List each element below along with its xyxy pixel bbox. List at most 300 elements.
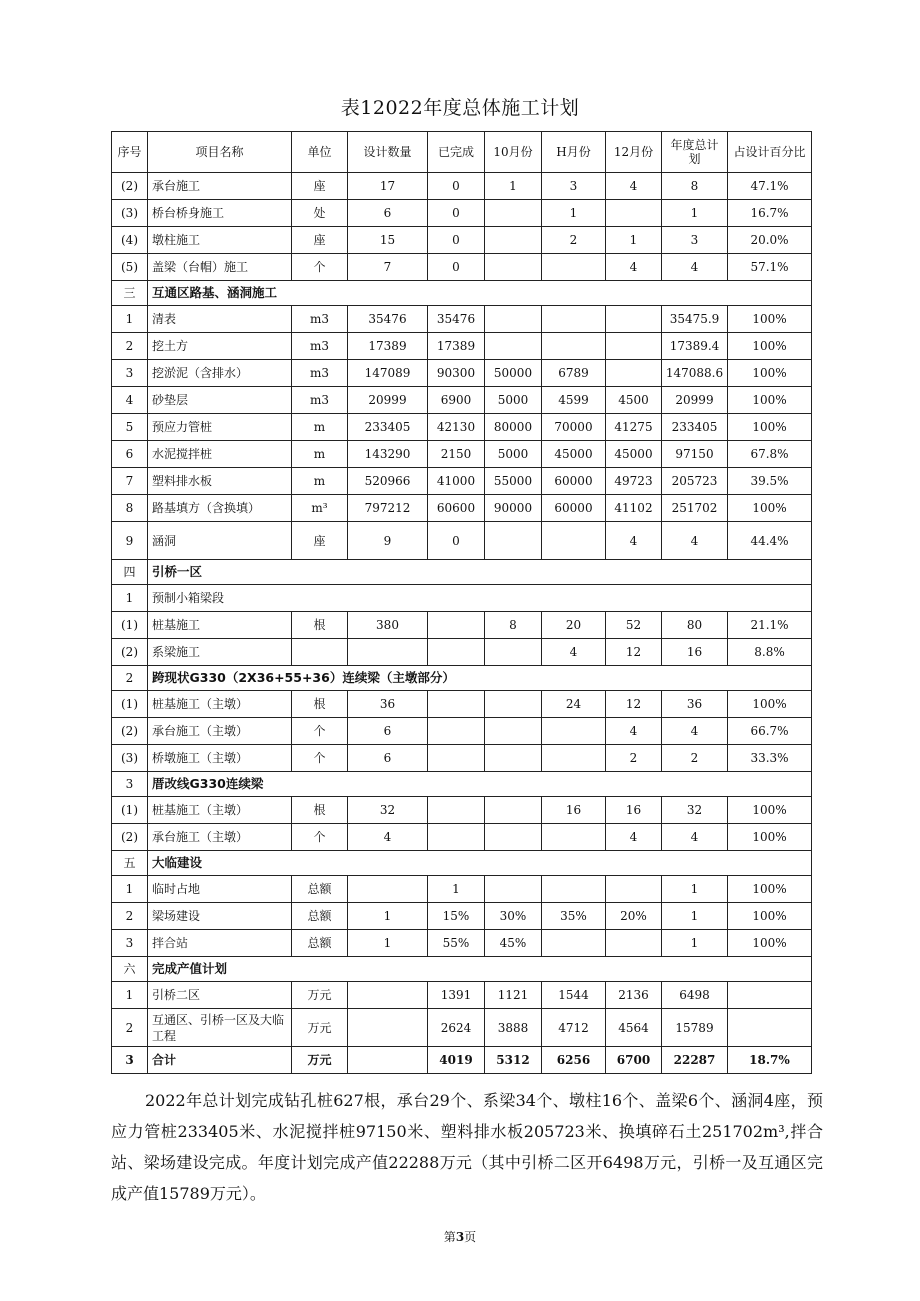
annual-total-cell: 35475.9: [662, 306, 728, 333]
completed-cell: 15%: [428, 903, 485, 930]
header-dec-cell: 12月份: [606, 132, 662, 173]
page-footer: [0, 1228, 920, 1245]
seq-cell: 4: [112, 387, 148, 414]
seq-cell: (2): [112, 173, 148, 200]
nov-cell: 24: [542, 691, 606, 718]
section-number: 六: [112, 957, 148, 982]
unit-cell: m: [292, 468, 348, 495]
percent-cell: 44.4%: [728, 522, 812, 560]
seq-cell: 2: [112, 903, 148, 930]
completed-cell: 17389: [428, 333, 485, 360]
oct-cell: 3888: [485, 1009, 542, 1047]
seq-cell: 8: [112, 495, 148, 522]
completed-cell: 0: [428, 522, 485, 560]
unit-cell: m3: [292, 306, 348, 333]
completed-cell: [428, 824, 485, 851]
dec-cell: [606, 930, 662, 957]
nov-cell: [542, 718, 606, 745]
oct-cell: [485, 306, 542, 333]
unit-cell: 总额: [292, 930, 348, 957]
unit-cell: 座: [292, 173, 348, 200]
annual-total-cell: 36: [662, 691, 728, 718]
oct-cell: [485, 876, 542, 903]
nov-cell: 6789: [542, 360, 606, 387]
table-row: [112, 306, 812, 333]
unit-cell: 总额: [292, 903, 348, 930]
design-qty-cell: 797212: [348, 495, 428, 522]
seq-cell: 3: [112, 1047, 148, 1074]
dec-cell: [606, 306, 662, 333]
item-name-cell: 承台施工（主墩）: [148, 824, 292, 851]
oct-cell: [485, 797, 542, 824]
unit-cell: 个: [292, 824, 348, 851]
oct-cell: [485, 824, 542, 851]
header-design-qty-cell: 设计数量: [348, 132, 428, 173]
percent-cell: 100%: [728, 333, 812, 360]
design-qty-cell: 9: [348, 522, 428, 560]
annual-total-cell: 4: [662, 254, 728, 281]
completed-cell: 0: [428, 173, 485, 200]
table-title: 表12022年度总体施工计划: [340, 97, 580, 119]
design-qty-cell: 32: [348, 797, 428, 824]
table-row: [112, 173, 812, 200]
design-qty-cell: 17389: [348, 333, 428, 360]
header-annual-total-cell: 年度总计划: [662, 132, 728, 173]
oct-cell: [485, 639, 542, 666]
design-qty-cell: [348, 982, 428, 1009]
design-qty-cell: 1: [348, 930, 428, 957]
completed-cell: 2150: [428, 441, 485, 468]
percent-cell: 39.5%: [728, 468, 812, 495]
nov-cell: [542, 254, 606, 281]
completed-cell: 2624: [428, 1009, 485, 1047]
annual-total-cell: 4: [662, 824, 728, 851]
percent-cell: 100%: [728, 360, 812, 387]
oct-cell: [485, 691, 542, 718]
seq-cell: (1): [112, 797, 148, 824]
design-qty-cell: 6: [348, 718, 428, 745]
table-row: [112, 797, 812, 824]
table-row: [112, 982, 812, 1009]
completed-cell: 55%: [428, 930, 485, 957]
oct-cell: 30%: [485, 903, 542, 930]
unit-cell: m: [292, 441, 348, 468]
seq-cell: 1: [112, 306, 148, 333]
seq-cell: 3: [112, 930, 148, 957]
seq-cell: 7: [112, 468, 148, 495]
design-qty-cell: 143290: [348, 441, 428, 468]
annual-total-cell: 17389.4: [662, 333, 728, 360]
design-qty-cell: [348, 876, 428, 903]
table-row: [112, 495, 812, 522]
item-name-cell: 临时占地: [148, 876, 292, 903]
percent-cell: 100%: [728, 306, 812, 333]
oct-cell: 8: [485, 612, 542, 639]
annual-total-cell: 251702: [662, 495, 728, 522]
dec-cell: 52: [606, 612, 662, 639]
nov-cell: [542, 930, 606, 957]
section-number: 五: [112, 851, 148, 876]
subsection-title: 预制小箱梁段: [148, 585, 812, 612]
dec-cell: 4500: [606, 387, 662, 414]
percent-cell: 100%: [728, 903, 812, 930]
header-seq-cell: 序号: [112, 132, 148, 173]
nov-cell: [542, 333, 606, 360]
design-qty-cell: 1: [348, 903, 428, 930]
section-row: [112, 957, 812, 982]
nov-cell: 2: [542, 227, 606, 254]
percent-cell: 21.1%: [728, 612, 812, 639]
design-qty-cell: 520966: [348, 468, 428, 495]
seq-cell: 1: [112, 982, 148, 1009]
annual-total-cell: 2: [662, 745, 728, 772]
item-name-cell: 路基填方（含换填）: [148, 495, 292, 522]
table-row: [112, 930, 812, 957]
percent-cell: 100%: [728, 824, 812, 851]
header-item-name-cell: 项目名称: [148, 132, 292, 173]
unit-cell: 根: [292, 797, 348, 824]
annual-total-cell: 1: [662, 200, 728, 227]
dec-cell: 12: [606, 639, 662, 666]
section-title: 跨现状G330（2X36+55+36）连续梁（主墩部分）: [148, 666, 812, 691]
seq-cell: (3): [112, 745, 148, 772]
percent-cell: 16.7%: [728, 200, 812, 227]
annual-total-cell: 22287: [662, 1047, 728, 1074]
table-row: [112, 876, 812, 903]
completed-cell: [428, 797, 485, 824]
unit-cell: 根: [292, 691, 348, 718]
annual-total-cell: 15789: [662, 1009, 728, 1047]
design-qty-cell: 17: [348, 173, 428, 200]
item-name-cell: 盖梁（台帽）施工: [148, 254, 292, 281]
completed-cell: [428, 718, 485, 745]
section-number: 3: [112, 772, 148, 797]
table-row: [112, 718, 812, 745]
unit-cell: 个: [292, 718, 348, 745]
design-qty-cell: [348, 1009, 428, 1047]
item-name-cell: 桥台桥身施工: [148, 200, 292, 227]
subsection-row: [112, 585, 812, 612]
subsection-number: 1: [112, 585, 148, 612]
item-name-cell: 系梁施工: [148, 639, 292, 666]
page-number: 3: [455, 1230, 465, 1244]
item-name-cell: 挖土方: [148, 333, 292, 360]
completed-cell: [428, 639, 485, 666]
section-title: 完成产值计划: [148, 957, 812, 982]
section-row: [112, 772, 812, 797]
percent-cell: 100%: [728, 414, 812, 441]
item-name-cell: 清表: [148, 306, 292, 333]
seq-cell: (3): [112, 200, 148, 227]
table-row: [112, 522, 812, 560]
item-name-cell: 砂垫层: [148, 387, 292, 414]
section-title: 厝改线G330连续梁: [148, 772, 812, 797]
seq-cell: 1: [112, 876, 148, 903]
design-qty-cell: [348, 1047, 428, 1074]
table-row: [112, 360, 812, 387]
oct-cell: [485, 718, 542, 745]
unit-cell: 个: [292, 254, 348, 281]
section-number: 2: [112, 666, 148, 691]
completed-cell: [428, 745, 485, 772]
dec-cell: 6700: [606, 1047, 662, 1074]
oct-cell: [485, 522, 542, 560]
table-row: [112, 612, 812, 639]
dec-cell: 2136: [606, 982, 662, 1009]
dec-cell: 41275: [606, 414, 662, 441]
annual-total-cell: 20999: [662, 387, 728, 414]
seq-cell: (2): [112, 718, 148, 745]
completed-cell: 4019: [428, 1047, 485, 1074]
design-qty-cell: 35476: [348, 306, 428, 333]
annual-total-cell: 4: [662, 718, 728, 745]
dec-cell: 1: [606, 227, 662, 254]
annual-total-cell: 8: [662, 173, 728, 200]
design-qty-cell: 7: [348, 254, 428, 281]
completed-cell: 0: [428, 200, 485, 227]
completed-cell: 90300: [428, 360, 485, 387]
annual-total-cell: 4: [662, 522, 728, 560]
item-name-cell: 桥墩施工（主墩）: [148, 745, 292, 772]
item-name-cell: 合计: [148, 1047, 292, 1074]
item-name-cell: 承台施工: [148, 173, 292, 200]
nov-cell: [542, 745, 606, 772]
dec-cell: [606, 876, 662, 903]
unit-cell: m3: [292, 333, 348, 360]
completed-cell: 60600: [428, 495, 485, 522]
annual-total-cell: 205723: [662, 468, 728, 495]
annual-total-cell: 1: [662, 903, 728, 930]
oct-cell: [485, 200, 542, 227]
item-name-cell: 预应力管桩: [148, 414, 292, 441]
dec-cell: 4: [606, 718, 662, 745]
dec-cell: 4564: [606, 1009, 662, 1047]
completed-cell: [428, 612, 485, 639]
unit-cell: m³: [292, 495, 348, 522]
header-nov-cell: H月份: [542, 132, 606, 173]
oct-cell: 90000: [485, 495, 542, 522]
table-row: [112, 1047, 812, 1074]
table-row: [112, 387, 812, 414]
nov-cell: [542, 824, 606, 851]
percent-cell: 18.7%: [728, 1047, 812, 1074]
dec-cell: 49723: [606, 468, 662, 495]
completed-cell: 1: [428, 876, 485, 903]
design-qty-cell: [348, 639, 428, 666]
completed-cell: 1391: [428, 982, 485, 1009]
percent-cell: 100%: [728, 691, 812, 718]
dec-cell: 4: [606, 522, 662, 560]
unit-cell: [292, 639, 348, 666]
item-name-cell: 挖淤泥（含排水）: [148, 360, 292, 387]
item-name-cell: 互通区、引桥一区及大临工程: [148, 1009, 292, 1047]
dec-cell: 4: [606, 173, 662, 200]
seq-cell: (4): [112, 227, 148, 254]
percent-cell: 100%: [728, 876, 812, 903]
item-name-cell: 水泥搅拌桩: [148, 441, 292, 468]
table-row: [112, 227, 812, 254]
seq-cell: 9: [112, 522, 148, 560]
nov-cell: 4712: [542, 1009, 606, 1047]
section-row: [112, 281, 812, 306]
section-title: 大临建设: [148, 851, 812, 876]
item-name-cell: 墩柱施工: [148, 227, 292, 254]
table-row: [112, 441, 812, 468]
table-row: [112, 333, 812, 360]
dec-cell: [606, 200, 662, 227]
nov-cell: 3: [542, 173, 606, 200]
dec-cell: 4: [606, 824, 662, 851]
dec-cell: 12: [606, 691, 662, 718]
dec-cell: 4: [606, 254, 662, 281]
nov-cell: 4599: [542, 387, 606, 414]
percent-cell: 20.0%: [728, 227, 812, 254]
percent-cell: 67.8%: [728, 441, 812, 468]
nov-cell: 1544: [542, 982, 606, 1009]
item-name-cell: 涵洞: [148, 522, 292, 560]
design-qty-cell: 4: [348, 824, 428, 851]
item-name-cell: 桩基施工: [148, 612, 292, 639]
nov-cell: 16: [542, 797, 606, 824]
seq-cell: 6: [112, 441, 148, 468]
seq-cell: (2): [112, 639, 148, 666]
dec-cell: 16: [606, 797, 662, 824]
section-title: 引桥一区: [148, 560, 812, 585]
dec-cell: 20%: [606, 903, 662, 930]
oct-cell: 45%: [485, 930, 542, 957]
annual-total-cell: 97150: [662, 441, 728, 468]
percent-cell: 100%: [728, 930, 812, 957]
annual-total-cell: 147088.6: [662, 360, 728, 387]
dec-cell: [606, 333, 662, 360]
oct-cell: 50000: [485, 360, 542, 387]
item-name-cell: 拌合站: [148, 930, 292, 957]
seq-cell: (5): [112, 254, 148, 281]
item-name-cell: 梁场建设: [148, 903, 292, 930]
section-number: 四: [112, 560, 148, 585]
design-qty-cell: 6: [348, 745, 428, 772]
annual-total-cell: 1: [662, 930, 728, 957]
percent-cell: 100%: [728, 387, 812, 414]
table-header-row: [112, 132, 812, 173]
section-number: 三: [112, 281, 148, 306]
annual-total-cell: 6498: [662, 982, 728, 1009]
completed-cell: 42130: [428, 414, 485, 441]
table-row: [112, 254, 812, 281]
nov-cell: [542, 876, 606, 903]
oct-cell: [485, 333, 542, 360]
section-row: [112, 560, 812, 585]
percent-cell: 8.8%: [728, 639, 812, 666]
seq-cell: 2: [112, 333, 148, 360]
unit-cell: m3: [292, 360, 348, 387]
header-completed-cell: 已完成: [428, 132, 485, 173]
item-name-cell: 承台施工（主墩）: [148, 718, 292, 745]
annual-total-cell: 16: [662, 639, 728, 666]
nov-cell: 1: [542, 200, 606, 227]
percent-cell: [728, 982, 812, 1009]
completed-cell: [428, 691, 485, 718]
percent-cell: 47.1%: [728, 173, 812, 200]
oct-cell: 1: [485, 173, 542, 200]
oct-cell: [485, 227, 542, 254]
page-suffix: 页: [464, 1230, 477, 1244]
oct-cell: [485, 745, 542, 772]
page-prefix: 第: [443, 1230, 456, 1244]
section-row: [112, 666, 812, 691]
percent-cell: 100%: [728, 797, 812, 824]
table-row: [112, 414, 812, 441]
seq-cell: (1): [112, 691, 148, 718]
nov-cell: 35%: [542, 903, 606, 930]
nov-cell: 60000: [542, 495, 606, 522]
unit-cell: 座: [292, 522, 348, 560]
dec-cell: 2: [606, 745, 662, 772]
header-unit-cell: 单位: [292, 132, 348, 173]
table-row: [112, 468, 812, 495]
unit-cell: m3: [292, 387, 348, 414]
seq-cell: (2): [112, 824, 148, 851]
design-qty-cell: 20999: [348, 387, 428, 414]
construction-plan-table: [111, 131, 812, 1074]
design-qty-cell: 6: [348, 200, 428, 227]
percent-cell: 33.3%: [728, 745, 812, 772]
annual-total-cell: 32: [662, 797, 728, 824]
item-name-cell: 桩基施工（主墩）: [148, 691, 292, 718]
unit-cell: 处: [292, 200, 348, 227]
completed-cell: 0: [428, 254, 485, 281]
completed-cell: 41000: [428, 468, 485, 495]
unit-cell: 个: [292, 745, 348, 772]
summary-paragraph: 2022年总计划完成钻孔桩627根，承台29个、系梁34个、墩柱16个、盖梁6个、涵洞4座，预应力管桩233405米、水泥搅拌桩97150米、塑料排水板205723米、换填碎石土251702m³,拌合站、梁场建设完成。年度计划完成产值22288万元（其中引桥二区开6498万元，引桥一及互通区完成产值15789万元）。: [111, 1091, 823, 1203]
nov-cell: [542, 522, 606, 560]
unit-cell: m: [292, 414, 348, 441]
completed-cell: 35476: [428, 306, 485, 333]
completed-cell: 6900: [428, 387, 485, 414]
percent-cell: 100%: [728, 495, 812, 522]
dec-cell: [606, 360, 662, 387]
oct-cell: 1121: [485, 982, 542, 1009]
seq-cell: 5: [112, 414, 148, 441]
item-name-cell: 引桥二区: [148, 982, 292, 1009]
oct-cell: 80000: [485, 414, 542, 441]
unit-cell: 总额: [292, 876, 348, 903]
nov-cell: 6256: [542, 1047, 606, 1074]
annual-total-cell: 3: [662, 227, 728, 254]
nov-cell: 60000: [542, 468, 606, 495]
item-name-cell: 塑料排水板: [148, 468, 292, 495]
dec-cell: 45000: [606, 441, 662, 468]
dec-cell: 41102: [606, 495, 662, 522]
header-percent-cell: 占设计百分比: [728, 132, 812, 173]
nov-cell: 70000: [542, 414, 606, 441]
seq-cell: 2: [112, 1009, 148, 1047]
table-row: [112, 824, 812, 851]
annual-total-cell: 1: [662, 876, 728, 903]
unit-cell: 万元: [292, 1009, 348, 1047]
annual-total-cell: 233405: [662, 414, 728, 441]
table-row: [112, 639, 812, 666]
item-name-cell: 桩基施工（主墩）: [148, 797, 292, 824]
oct-cell: 5312: [485, 1047, 542, 1074]
unit-cell: 座: [292, 227, 348, 254]
design-qty-cell: 233405: [348, 414, 428, 441]
oct-cell: 5000: [485, 441, 542, 468]
percent-cell: [728, 1009, 812, 1047]
table-row: [112, 691, 812, 718]
completed-cell: 0: [428, 227, 485, 254]
design-qty-cell: 147089: [348, 360, 428, 387]
